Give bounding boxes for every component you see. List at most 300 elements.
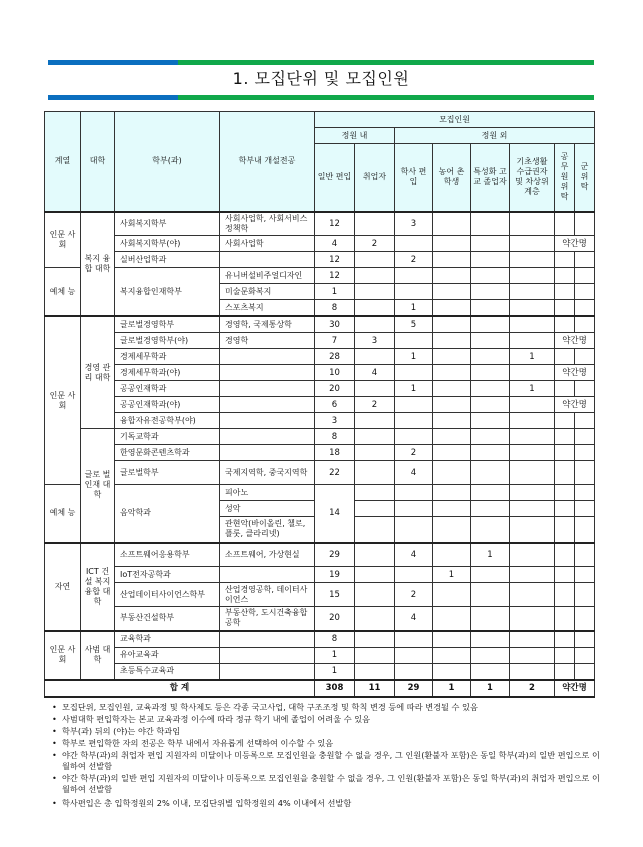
major-cell: 피아노 [220,485,315,501]
rural-cell [433,300,471,317]
dept-cell: 소프트웨어응용학부 [115,543,220,567]
table-row [45,543,595,567]
civil-servant-cell [555,461,575,485]
military-cell [575,647,595,663]
bachelor-cell [395,365,433,381]
dept-cell: 한영문화콘텐츠학과 [115,445,220,461]
general-cell: 28 [315,349,355,365]
table-row [45,413,595,429]
employed-cell: 2 [355,397,395,413]
bachelor-cell: 1 [395,300,433,317]
note-item [52,714,600,725]
employed-cell [355,647,395,663]
bachelor-cell: 4 [395,461,433,485]
note-text: 모집단위, 모집인원, 교육과정 및 학사제도 등은 각종 국고사업, 대학 구조조정 및 학칙 변경 등에 따라 변경될 수 있음 [62,702,478,712]
military-cell [575,252,595,268]
special-hs-cell [471,252,510,268]
notes-list [52,702,600,810]
table-row [45,567,595,583]
table-row [45,445,595,461]
rural-cell [433,647,471,663]
civil-servant-cell [555,316,575,333]
major-cell: 관현악(바이올린, 첼로, 플룻, 클라리넷) [220,517,315,543]
other-cell: 약간명 [555,236,595,252]
major-cell: 경영학, 국제통상학 [220,316,315,333]
military-cell [575,501,595,517]
special-hs-cell [471,381,510,397]
special-hs-cell [471,501,510,517]
total-other: 약간명 [555,680,595,697]
civil-servant-cell [555,284,575,300]
note-item [52,773,600,795]
table-row [45,349,595,365]
rural-cell [433,663,471,680]
header-in-quota: 정원 내 [315,128,395,144]
military-cell [575,349,595,365]
dept-cell: 글로벌경영학부 [115,316,220,333]
major-cell [220,381,315,397]
table-row [45,647,595,663]
rural-cell [433,365,471,381]
rural-cell [433,607,471,631]
rural-cell [433,461,471,485]
header-out-quota: 정원 외 [395,128,595,144]
rural-cell [433,429,471,445]
bachelor-cell [395,284,433,300]
employed-cell [355,316,395,333]
general-cell: 1 [315,663,355,680]
rural-cell [433,268,471,284]
civil-servant-cell [555,485,575,501]
bachelor-cell: 5 [395,316,433,333]
basic-living-cell [510,284,555,300]
bachelor-cell [395,663,433,680]
special-hs-cell [471,333,510,349]
general-cell: 10 [315,365,355,381]
general-cell: 22 [315,461,355,485]
special-hs-cell [471,268,510,284]
total-label: 합 계 [45,680,315,697]
bullet-icon: • [52,726,57,736]
total-general: 308 [315,680,355,697]
general-cell: 8 [315,429,355,445]
civil-servant-cell [555,381,575,397]
employed-cell [355,252,395,268]
dept-cell: 사회복지학부(야) [115,236,220,252]
special-hs-cell: 1 [471,543,510,567]
military-cell [575,485,595,501]
note-item [52,738,600,749]
bachelor-cell [395,501,433,517]
rural-cell: 1 [433,567,471,583]
special-hs-cell [471,663,510,680]
table-row [45,397,595,413]
dept-cell: IoT전자공학과 [115,567,220,583]
civil-servant-cell [555,567,575,583]
title-top-bar [48,60,594,65]
employed-cell [355,284,395,300]
special-hs-cell [471,445,510,461]
total-basic-living: 2 [510,680,555,697]
general-cell: 20 [315,607,355,631]
dept-cell: 공공인재학과 [115,381,220,397]
header-military: 군 위 탁 [575,144,595,212]
rural-cell [433,485,471,501]
rural-cell [433,212,471,236]
general-cell: 12 [315,212,355,236]
bachelor-cell [395,429,433,445]
civil-servant-cell [555,583,575,607]
basic-living-cell [510,583,555,607]
general-cell: 29 [315,543,355,567]
general-cell: 12 [315,252,355,268]
dept-cell: 유아교육과 [115,647,220,663]
basic-living-cell [510,365,555,381]
special-hs-cell [471,349,510,365]
major-cell: 국제지역학, 중국지역학 [220,461,315,485]
basic-living-cell [510,445,555,461]
civil-servant-cell [555,501,575,517]
note-item [52,798,600,809]
note-text: 학사편입은 총 입학정원의 2% 이내, 모집단위별 입학정원의 4% 이내에서 선발함 [62,798,352,808]
basic-living-cell: 1 [510,349,555,365]
other-cell: 약간명 [555,365,595,381]
college-cell: 경영 관리 대학 [81,316,115,429]
special-hs-cell [471,300,510,317]
military-cell [575,413,595,429]
general-cell: 18 [315,445,355,461]
college-cell: 복지 융합 대학 [81,212,115,317]
basic-living-cell [510,461,555,485]
dept-cell: 사회복지학부 [115,212,220,236]
bullet-icon: • [52,702,57,712]
special-hs-cell [471,284,510,300]
rural-cell [433,316,471,333]
table-row [45,316,595,333]
military-cell [575,663,595,680]
bullet-icon: • [52,773,57,783]
general-cell: 1 [315,284,355,300]
rural-cell [433,631,471,648]
dept-cell: 글로벌경영학부(야) [115,333,220,349]
employed-cell: 2 [355,236,395,252]
military-cell [575,381,595,397]
major-cell [220,663,315,680]
civil-servant-cell [555,429,575,445]
basic-living-cell [510,543,555,567]
field-cell: 자연 [45,543,81,631]
basic-living-cell [510,397,555,413]
employed-cell [355,543,395,567]
header-bachelor: 학사 편입 [395,144,433,212]
major-cell [220,349,315,365]
civil-servant-cell [555,300,575,317]
military-cell [575,543,595,567]
other-cell: 약간명 [555,397,595,413]
military-cell [575,517,595,543]
basic-living-cell [510,236,555,252]
special-hs-cell [471,365,510,381]
field-cell: 인문 사회 [45,631,81,680]
college-cell: ICT 건설 복지 융합 대학 [81,543,115,631]
major-cell [220,567,315,583]
table-row [45,485,595,501]
total-row [45,680,595,697]
major-cell: 미술문화복지 [220,284,315,300]
table-row [45,268,595,284]
bachelor-cell: 2 [395,445,433,461]
header-field: 계열 [45,112,81,212]
dept-cell: 경제세무학과(야) [115,365,220,381]
bachelor-cell [395,517,433,543]
general-cell: 15 [315,583,355,607]
field-cell: 인문 사회 [45,316,81,485]
major-cell: 성악 [220,501,315,517]
field-cell: 인문 사회 [45,212,81,268]
special-hs-cell [471,461,510,485]
rural-cell [433,284,471,300]
dept-cell: 경제세무학과 [115,349,220,365]
table-row [45,631,595,648]
employed-cell [355,567,395,583]
basic-living-cell [510,413,555,429]
military-cell [575,461,595,485]
major-cell: 부동산학, 도시건축융합공학 [220,607,315,631]
employed-cell [355,445,395,461]
military-cell [575,583,595,607]
major-cell [220,647,315,663]
employed-cell: 3 [355,333,395,349]
civil-servant-cell [555,607,575,631]
special-hs-cell [471,583,510,607]
employed-cell [355,212,395,236]
civil-servant-cell [555,212,575,236]
military-cell [575,300,595,317]
table-row [45,252,595,268]
dept-cell: 기독교학과 [115,429,220,445]
employed-cell [355,300,395,317]
bachelor-cell: 2 [395,252,433,268]
rural-cell [433,445,471,461]
basic-living-cell [510,212,555,236]
major-cell [220,365,315,381]
civil-servant-cell [555,413,575,429]
general-cell: 7 [315,333,355,349]
dept-cell: 복지융합인재학부 [115,268,220,317]
employed-cell [355,268,395,284]
table-row [45,429,595,445]
employed-cell [355,349,395,365]
basic-living-cell [510,631,555,648]
bachelor-cell [395,631,433,648]
basic-living-cell [510,300,555,317]
general-cell: 3 [315,413,355,429]
civil-servant-cell [555,445,575,461]
rural-cell [433,236,471,252]
basic-living-cell [510,485,555,501]
title-bottom-bar [48,95,594,100]
bachelor-cell: 1 [395,349,433,365]
header-employed: 취업자 [355,144,395,212]
basic-living-cell [510,316,555,333]
recruitment-table [44,111,595,698]
bachelor-cell [395,485,433,501]
header-special-hs: 특성화 고교 졸업자 [471,144,510,212]
header-rural: 농어 촌 학생 [433,144,471,212]
major-cell: 소프트웨어, 가상현실 [220,543,315,567]
major-cell: 산업경영공학, 데이터사이언스 [220,583,315,607]
table-row [45,365,595,381]
table-row [45,236,595,252]
employed-cell [355,583,395,607]
header-major: 학부내 개설전공 [220,112,315,212]
special-hs-cell [471,485,510,501]
total-employed: 11 [355,680,395,697]
basic-living-cell [510,268,555,284]
bachelor-cell [395,236,433,252]
military-cell [575,268,595,284]
college-cell: 사범 대학 [81,631,115,680]
rural-cell [433,517,471,543]
military-cell [575,567,595,583]
bullet-icon: • [52,798,57,808]
dept-cell: 부동산건설학부 [115,607,220,631]
header-college: 대학 [81,112,115,212]
major-cell: 사회사업학, 사회서비스정책학 [220,212,315,236]
civil-servant-cell [555,631,575,648]
dept-cell: 교육학과 [115,631,220,648]
employed-cell [355,381,395,397]
bachelor-cell [395,333,433,349]
basic-living-cell [510,607,555,631]
dept-cell: 실버산업학과 [115,252,220,268]
total-rural: 1 [433,680,471,697]
employed-cell [355,607,395,631]
basic-living-cell [510,501,555,517]
civil-servant-cell [555,647,575,663]
civil-servant-cell [555,517,575,543]
dept-cell: 음악학과 [115,485,220,543]
basic-living-cell [510,333,555,349]
major-cell [220,429,315,445]
civil-servant-cell [555,349,575,365]
special-hs-cell [471,607,510,631]
header-basic-living: 기초생활 수급권자 및 차상위 계층 [510,144,555,212]
note-text: 야간 학부(과)의 일반 편입 지원자의 미달이나 미등록으로 모집인원을 충원할 수 없을 경우, 그 인원(환불자 포함)은 동일 학부(과)의 취업자 편입으로 이월하여 선발함 [62,773,600,794]
military-cell [575,212,595,236]
military-cell [575,631,595,648]
rural-cell [433,349,471,365]
header-general: 일반 편입 [315,144,355,212]
bachelor-cell: 4 [395,543,433,567]
major-cell: 경영학 [220,333,315,349]
employed-cell [355,501,395,517]
military-cell [575,445,595,461]
note-item [52,726,600,737]
civil-servant-cell [555,543,575,567]
bachelor-cell: 2 [395,583,433,607]
bullet-icon: • [52,714,57,724]
general-cell: 14 [315,485,355,543]
bachelor-cell: 3 [395,212,433,236]
note-text: 학부(과) 뒤의 (야)는 야간 학과임 [62,726,181,736]
major-cell [220,252,315,268]
general-cell: 8 [315,631,355,648]
general-cell: 20 [315,381,355,397]
rural-cell [433,381,471,397]
dept-cell: 융합자유전공학부(야) [115,413,220,429]
bachelor-cell [395,647,433,663]
basic-living-cell [510,663,555,680]
dept-cell: 초등특수교육과 [115,663,220,680]
rural-cell [433,501,471,517]
rural-cell [433,397,471,413]
dept-cell: 공공인재학과(야) [115,397,220,413]
total-special-hs: 1 [471,680,510,697]
table-row [45,461,595,485]
note-text: 학부로 편입학한 자의 전공은 학부 내에서 자유롭게 선택하여 이수할 수 있음 [62,738,334,748]
employed-cell [355,631,395,648]
table-row [45,212,595,236]
header-recruit: 모집인원 [315,112,595,128]
major-cell [220,413,315,429]
basic-living-cell [510,252,555,268]
general-cell: 12 [315,268,355,284]
other-cell: 약간명 [555,333,595,349]
special-hs-cell [471,567,510,583]
major-cell [220,631,315,648]
special-hs-cell [471,631,510,648]
field-cell: 예체 능 [45,485,81,543]
major-cell [220,397,315,413]
rural-cell [433,583,471,607]
basic-living-cell [510,517,555,543]
employed-cell [355,485,395,501]
basic-living-cell [510,647,555,663]
note-text: 야간 학부(과)의 취업자 편입 지원자의 미달이나 미등록으로 모집인원을 충원할 수 없을 경우, 그 인원(환불자 포함)은 동일 학부(과)의 일반 편입으로 이월하여 선발함 [62,750,600,771]
college-cell: 글로 벌 인재 대학 [81,429,115,543]
rural-cell [433,543,471,567]
general-cell: 4 [315,236,355,252]
military-cell [575,429,595,445]
general-cell: 19 [315,567,355,583]
page-title: 1. 모집단위 및 모집인원 [232,69,410,88]
military-cell [575,607,595,631]
basic-living-cell [510,429,555,445]
employed-cell: 4 [355,365,395,381]
bachelor-cell [395,397,433,413]
special-hs-cell [471,397,510,413]
major-cell: 사회사업학 [220,236,315,252]
basic-living-cell [510,567,555,583]
general-cell: 6 [315,397,355,413]
special-hs-cell [471,212,510,236]
major-cell: 유니버설비주얼디자인 [220,268,315,284]
bachelor-cell [395,268,433,284]
general-cell: 1 [315,647,355,663]
table-row [45,583,595,607]
military-cell [575,284,595,300]
note-item [52,702,600,713]
employed-cell [355,413,395,429]
header-civil-servant: 공 무 원 위 탁 [555,144,575,212]
field-cell: 예체 능 [45,268,81,317]
bachelor-cell [395,413,433,429]
employed-cell [355,663,395,680]
dept-cell: 글로벌학부 [115,461,220,485]
bullet-icon: • [52,750,57,760]
major-cell [220,445,315,461]
